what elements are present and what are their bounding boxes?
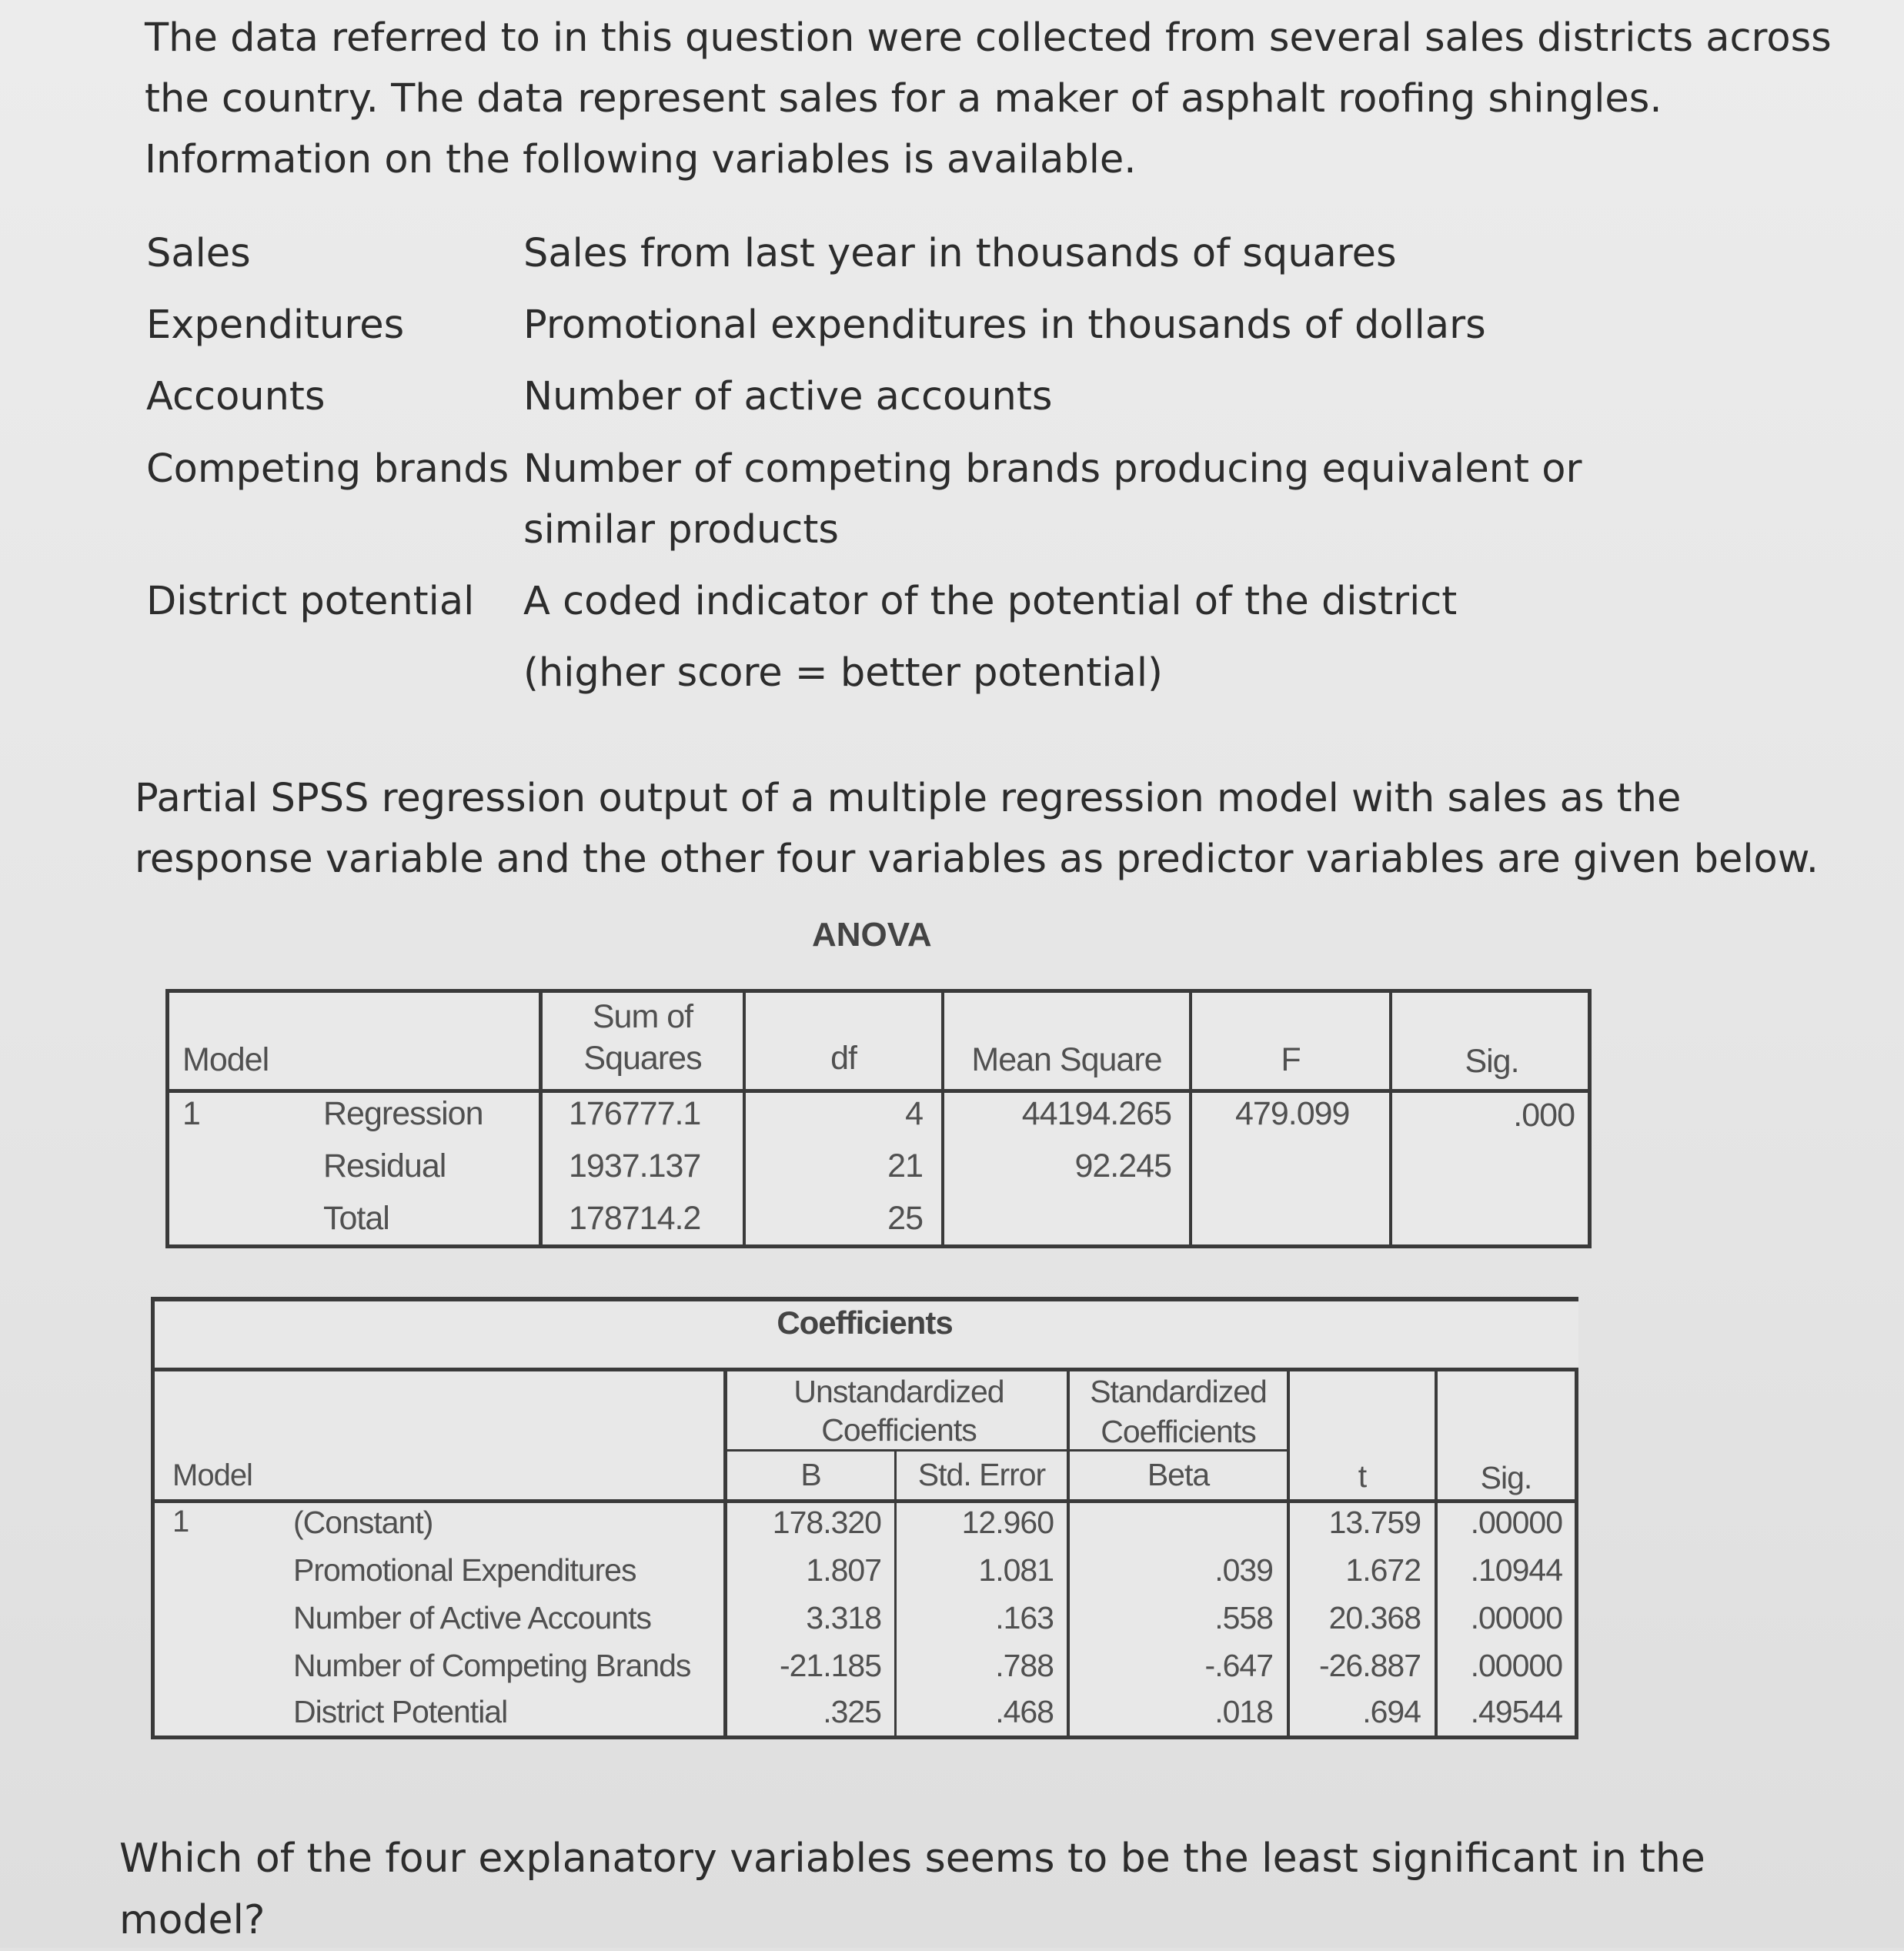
variable-name: Sales [146,231,251,276]
coef-b: 178.320 [772,1505,881,1540]
anova-col-divider [1189,989,1192,1248]
anova-source: Regression [323,1095,483,1132]
variable-name: Competing brands [146,446,509,492]
anova-f: 479.099 [1235,1095,1350,1132]
coef-sig: .10944 [1470,1552,1562,1588]
anova-header-ss: Squares [583,1040,702,1077]
coefficients-table [151,1297,1578,1739]
coef-se: 1.081 [978,1552,1054,1588]
anova-source: Total [323,1200,389,1237]
coef-header-beta: Beta [1147,1457,1210,1492]
anova-df: 25 [887,1200,923,1237]
variable-description: Number of competing brands producing equivalent or similar products [523,446,1582,553]
coef-b: .325 [823,1694,881,1729]
anova-ss: 1937.137 [569,1148,701,1184]
coef-title-top [151,1297,1578,1301]
anova-title: ANOVA [812,916,932,954]
variable-description: Promotional expenditures in thousands of dollars [523,302,1486,348]
coef-header-unstd: Unstandardized [793,1374,1004,1409]
variable-description: A coded indicator of the potential of the district [523,579,1458,624]
coef-header-top [151,1368,1578,1371]
anova-header-model: Model [182,1041,269,1078]
coef-predictor-name: Number of Competing Brands [293,1648,691,1683]
anova-df: 4 [905,1095,923,1132]
anova-df: 21 [887,1148,923,1184]
coef-header-unstd: Coefficients [821,1412,977,1448]
coef-predictor-name: Number of Active Accounts [293,1600,651,1635]
coef-header-std: Coefficients [1101,1414,1256,1449]
coef-header-se: Std. Error [917,1457,1046,1492]
coef-se: .468 [995,1694,1054,1729]
coef-se: .788 [995,1648,1054,1683]
coef-b: -21.185 [779,1648,881,1683]
question-text: Which of the four explanatory variables seems to be the least significant in the model? [119,1836,1705,1943]
anova-header-ss: Sum of [592,998,693,1035]
coef-model-number: 1 [172,1505,189,1538]
variable-name: Expenditures [146,302,405,348]
anova-header-sig: Sig. [1465,1043,1519,1080]
coef-header-t: t [1358,1458,1367,1494]
coef-bottom-border [151,1736,1578,1739]
coef-t: 20.368 [1328,1600,1421,1635]
coef-beta: -.647 [1204,1648,1273,1683]
coef-header-std: Standardized [1090,1374,1267,1409]
coef-se: 12.960 [961,1505,1054,1540]
coef-beta: .018 [1214,1694,1273,1729]
coef-se: .163 [995,1600,1054,1635]
variable-name: Accounts [146,374,326,419]
coef-t: 13.759 [1328,1505,1421,1540]
coef-sig: .49544 [1470,1694,1562,1729]
coef-right-border [1575,1368,1578,1739]
coef-t: .694 [1362,1694,1421,1729]
anova-ss: 176777.1 [569,1095,701,1132]
anova-ms: 92.245 [1074,1148,1171,1184]
anova-header-f: F [1281,1041,1301,1078]
coef-predictor-name: (Constant) [293,1505,433,1540]
coef-sig: .00000 [1470,1600,1562,1635]
coef-t: -26.887 [1318,1648,1421,1683]
variable-description: Number of active accounts [523,374,1053,419]
anova-header-divider [165,1089,1592,1093]
coef-header-divider [151,1499,1578,1503]
coef-predictor-name: Promotional Expenditures [293,1552,636,1588]
intro-paragraph: The data referred to in this question were collected from several sales districts across the country. The data represent sales for a maker of asphalt roofing shingles. Information on the following variables is available. [145,15,1832,182]
variable-description-note: (higher score = better potential) [523,650,1163,696]
coef-sig: .00000 [1470,1505,1562,1540]
variable-name: District potential [146,579,475,624]
coef-left-border [151,1297,155,1739]
coef-t: 1.672 [1345,1552,1421,1588]
anova-sig: .000 [1513,1097,1575,1134]
coef-b: 3.318 [806,1600,881,1635]
anova-ss: 178714.2 [569,1200,701,1237]
partial-output-paragraph: Partial SPSS regression output of a multiple regression model with sales as the response variable and the other four variables as predictor variables are given below. [135,776,1819,882]
anova-source: Residual [323,1148,446,1184]
coef-header-sig: Sig. [1480,1460,1532,1495]
anova-header-ms: Mean Square [971,1041,1162,1078]
coef-beta: .039 [1214,1552,1273,1588]
coef-sig: .00000 [1470,1648,1562,1683]
coef-b: 1.807 [806,1552,881,1588]
anova-header-df: df [830,1040,857,1077]
coefficients-title: Coefficients [777,1305,953,1341]
anova-table [165,989,1592,1248]
anova-ms: 44194.265 [1021,1095,1171,1132]
coef-header-b: B [800,1457,821,1492]
coef-predictor-name: District Potential [293,1694,508,1729]
variable-description: Sales from last year in thousands of squares [523,231,1397,276]
anova-model-number: 1 [182,1095,200,1132]
coef-beta: .558 [1214,1600,1273,1635]
coef-header-model: Model [172,1458,252,1492]
